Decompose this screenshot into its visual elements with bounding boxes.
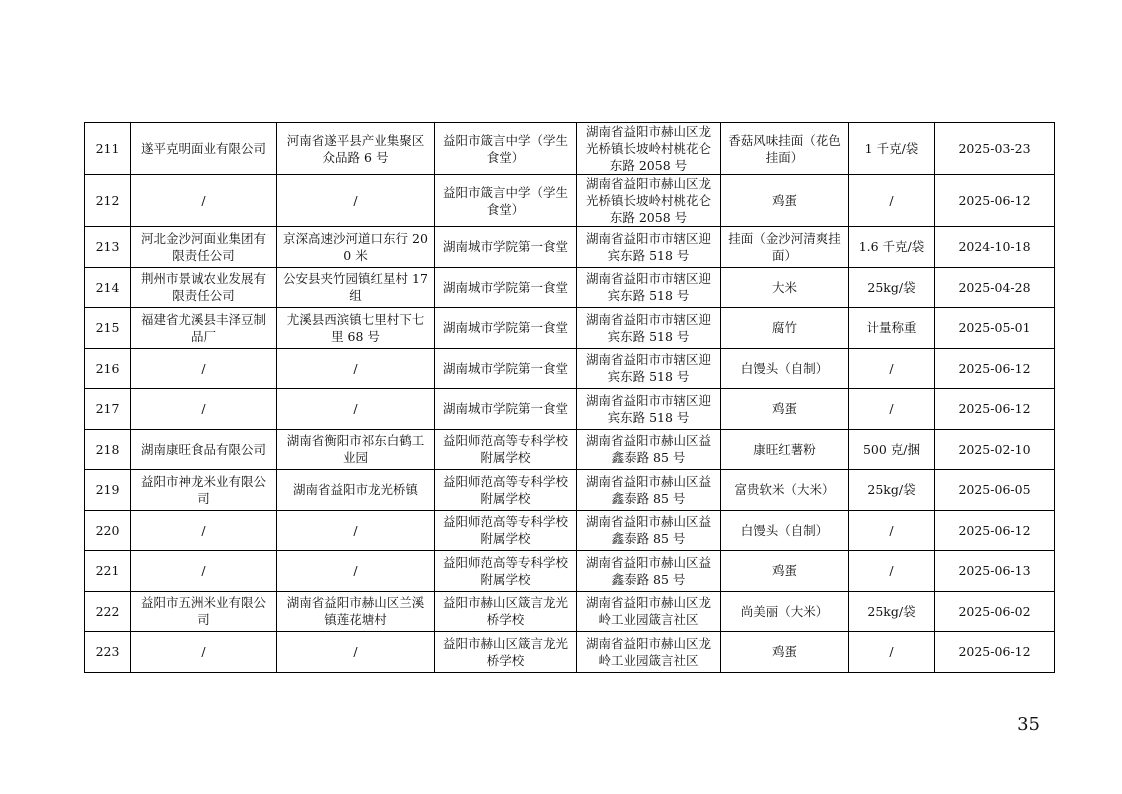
sampled-unit-cell: 湖南城市学院第一食堂 <box>435 389 577 430</box>
manufacturer-address-cell: / <box>277 175 435 227</box>
product-name-cell: 康旺红薯粉 <box>721 429 849 470</box>
specification-cell: 25kg/袋 <box>849 591 935 632</box>
sampled-unit-address-cell: 湖南省益阳市市辖区迎宾东路 518 号 <box>577 389 721 430</box>
specification-cell: / <box>849 632 935 673</box>
serial-number-cell: 214 <box>85 267 131 308</box>
serial-number-cell: 216 <box>85 348 131 389</box>
manufacturer-address-cell: 公安县夹竹园镇红星村 17 组 <box>277 267 435 308</box>
product-name-cell: 富贵软米（大米） <box>721 470 849 511</box>
inspection-table <box>84 122 1055 673</box>
sampled-unit-cell: 益阳师范高等专科学校附属学校 <box>435 510 577 551</box>
table-row <box>85 510 1055 551</box>
sampled-unit-address-cell: 湖南省益阳市市辖区迎宾东路 518 号 <box>577 348 721 389</box>
manufacturer-cell: 福建省尤溪县丰泽豆制品厂 <box>131 308 277 349</box>
manufacturer-cell: / <box>131 348 277 389</box>
sampled-unit-cell: 湖南城市学院第一食堂 <box>435 348 577 389</box>
specification-cell: / <box>849 510 935 551</box>
manufacturer-cell: / <box>131 510 277 551</box>
table-row <box>85 227 1055 268</box>
serial-number-cell: 218 <box>85 429 131 470</box>
product-name-cell: 鸡蛋 <box>721 551 849 592</box>
sampled-unit-cell: 益阳市箴言中学（学生食堂） <box>435 123 577 175</box>
sampled-unit-address-cell: 湖南省益阳市赫山区益鑫泰路 85 号 <box>577 470 721 511</box>
production-date-cell: 2025-03-23 <box>935 123 1055 175</box>
specification-cell: 500 克/捆 <box>849 429 935 470</box>
sampled-unit-cell: 益阳市赫山区箴言龙光桥学校 <box>435 591 577 632</box>
manufacturer-cell: 益阳市五洲米业有限公司 <box>131 591 277 632</box>
serial-number-cell: 215 <box>85 308 131 349</box>
sampled-unit-address-cell: 湖南省益阳市赫山区龙岭工业园箴言社区 <box>577 591 721 632</box>
manufacturer-address-cell: 湖南省益阳市赫山区兰溪镇莲花塘村 <box>277 591 435 632</box>
sampled-unit-address-cell: 湖南省益阳市市辖区迎宾东路 518 号 <box>577 267 721 308</box>
sampled-unit-cell: 湖南城市学院第一食堂 <box>435 267 577 308</box>
product-name-cell: 大米 <box>721 267 849 308</box>
sampled-unit-address-cell: 湖南省益阳市赫山区龙光桥镇长坡岭村桃花仑东路 2058 号 <box>577 123 721 175</box>
manufacturer-cell: 遂平克明面业有限公司 <box>131 123 277 175</box>
specification-cell: / <box>849 551 935 592</box>
production-date-cell: 2025-06-12 <box>935 632 1055 673</box>
production-date-cell: 2025-06-02 <box>935 591 1055 632</box>
product-name-cell: 腐竹 <box>721 308 849 349</box>
product-name-cell: 鸡蛋 <box>721 175 849 227</box>
table-row <box>85 267 1055 308</box>
serial-number-cell: 220 <box>85 510 131 551</box>
table-row <box>85 308 1055 349</box>
specification-cell: / <box>849 175 935 227</box>
product-name-cell: 白馒头（自制） <box>721 348 849 389</box>
specification-cell: 25kg/袋 <box>849 267 935 308</box>
manufacturer-cell: / <box>131 389 277 430</box>
table-row <box>85 429 1055 470</box>
manufacturer-cell: 益阳市神龙米业有限公司 <box>131 470 277 511</box>
table-row <box>85 632 1055 673</box>
sampled-unit-address-cell: 湖南省益阳市赫山区龙光桥镇长坡岭村桃花仑东路 2058 号 <box>577 175 721 227</box>
page-number: 35 <box>1017 714 1040 735</box>
manufacturer-address-cell: / <box>277 389 435 430</box>
manufacturer-cell: 湖南康旺食品有限公司 <box>131 429 277 470</box>
serial-number-cell: 212 <box>85 175 131 227</box>
sampled-unit-cell: 湖南城市学院第一食堂 <box>435 308 577 349</box>
sampled-unit-address-cell: 湖南省益阳市赫山区龙岭工业园箴言社区 <box>577 632 721 673</box>
product-name-cell: 香菇风味挂面（花色挂面） <box>721 123 849 175</box>
sampled-unit-cell: 益阳师范高等专科学校附属学校 <box>435 429 577 470</box>
product-name-cell: 挂面（金沙河清爽挂面） <box>721 227 849 268</box>
serial-number-cell: 217 <box>85 389 131 430</box>
table-row <box>85 470 1055 511</box>
manufacturer-address-cell: / <box>277 348 435 389</box>
serial-number-cell: 211 <box>85 123 131 175</box>
production-date-cell: 2025-02-10 <box>935 429 1055 470</box>
manufacturer-cell: / <box>131 632 277 673</box>
serial-number-cell: 219 <box>85 470 131 511</box>
manufacturer-cell: / <box>131 551 277 592</box>
sampled-unit-cell: 益阳师范高等专科学校附属学校 <box>435 551 577 592</box>
manufacturer-address-cell: / <box>277 551 435 592</box>
production-date-cell: 2025-06-12 <box>935 389 1055 430</box>
specification-cell: / <box>849 389 935 430</box>
table-body <box>85 123 1055 673</box>
manufacturer-address-cell: 湖南省衡阳市祁东白鹤工业园 <box>277 429 435 470</box>
manufacturer-cell: 河北金沙河面业集团有限责任公司 <box>131 227 277 268</box>
production-date-cell: 2025-06-12 <box>935 510 1055 551</box>
product-name-cell: 鸡蛋 <box>721 389 849 430</box>
specification-cell: / <box>849 348 935 389</box>
production-date-cell: 2025-06-13 <box>935 551 1055 592</box>
production-date-cell: 2025-05-01 <box>935 308 1055 349</box>
sampled-unit-address-cell: 湖南省益阳市市辖区迎宾东路 518 号 <box>577 308 721 349</box>
manufacturer-address-cell: 河南省遂平县产业集聚区众品路 6 号 <box>277 123 435 175</box>
serial-number-cell: 222 <box>85 591 131 632</box>
sampled-unit-address-cell: 湖南省益阳市赫山区益鑫泰路 85 号 <box>577 429 721 470</box>
serial-number-cell: 213 <box>85 227 131 268</box>
sampled-unit-address-cell: 湖南省益阳市市辖区迎宾东路 518 号 <box>577 227 721 268</box>
specification-cell: 1 千克/袋 <box>849 123 935 175</box>
manufacturer-address-cell: 湖南省益阳市龙光桥镇 <box>277 470 435 511</box>
production-date-cell: 2025-06-05 <box>935 470 1055 511</box>
manufacturer-address-cell: 尤溪县西滨镇七里村下七里 68 号 <box>277 308 435 349</box>
production-date-cell: 2024-10-18 <box>935 227 1055 268</box>
manufacturer-address-cell: 京深高速沙河道口东行 200 米 <box>277 227 435 268</box>
sampled-unit-address-cell: 湖南省益阳市赫山区益鑫泰路 85 号 <box>577 551 721 592</box>
production-date-cell: 2025-06-12 <box>935 175 1055 227</box>
sampled-unit-cell: 益阳市赫山区箴言龙光桥学校 <box>435 632 577 673</box>
specification-cell: 计量称重 <box>849 308 935 349</box>
product-name-cell: 鸡蛋 <box>721 632 849 673</box>
specification-cell: 1.6 千克/袋 <box>849 227 935 268</box>
serial-number-cell: 223 <box>85 632 131 673</box>
production-date-cell: 2025-04-28 <box>935 267 1055 308</box>
sampled-unit-address-cell: 湖南省益阳市赫山区益鑫泰路 85 号 <box>577 510 721 551</box>
sampled-unit-cell: 湖南城市学院第一食堂 <box>435 227 577 268</box>
product-name-cell: 尚美丽（大米） <box>721 591 849 632</box>
sampled-unit-cell: 益阳师范高等专科学校附属学校 <box>435 470 577 511</box>
manufacturer-cell: 荆州市景诚农业发展有限责任公司 <box>131 267 277 308</box>
product-name-cell: 白馒头（自制） <box>721 510 849 551</box>
serial-number-cell: 221 <box>85 551 131 592</box>
table-row <box>85 123 1055 175</box>
table-row <box>85 348 1055 389</box>
manufacturer-cell: / <box>131 175 277 227</box>
table-row <box>85 389 1055 430</box>
specification-cell: 25kg/袋 <box>849 470 935 511</box>
table-row <box>85 591 1055 632</box>
manufacturer-address-cell: / <box>277 510 435 551</box>
table-row <box>85 551 1055 592</box>
manufacturer-address-cell: / <box>277 632 435 673</box>
sampled-unit-cell: 益阳市箴言中学（学生食堂） <box>435 175 577 227</box>
table-row <box>85 175 1055 227</box>
production-date-cell: 2025-06-12 <box>935 348 1055 389</box>
